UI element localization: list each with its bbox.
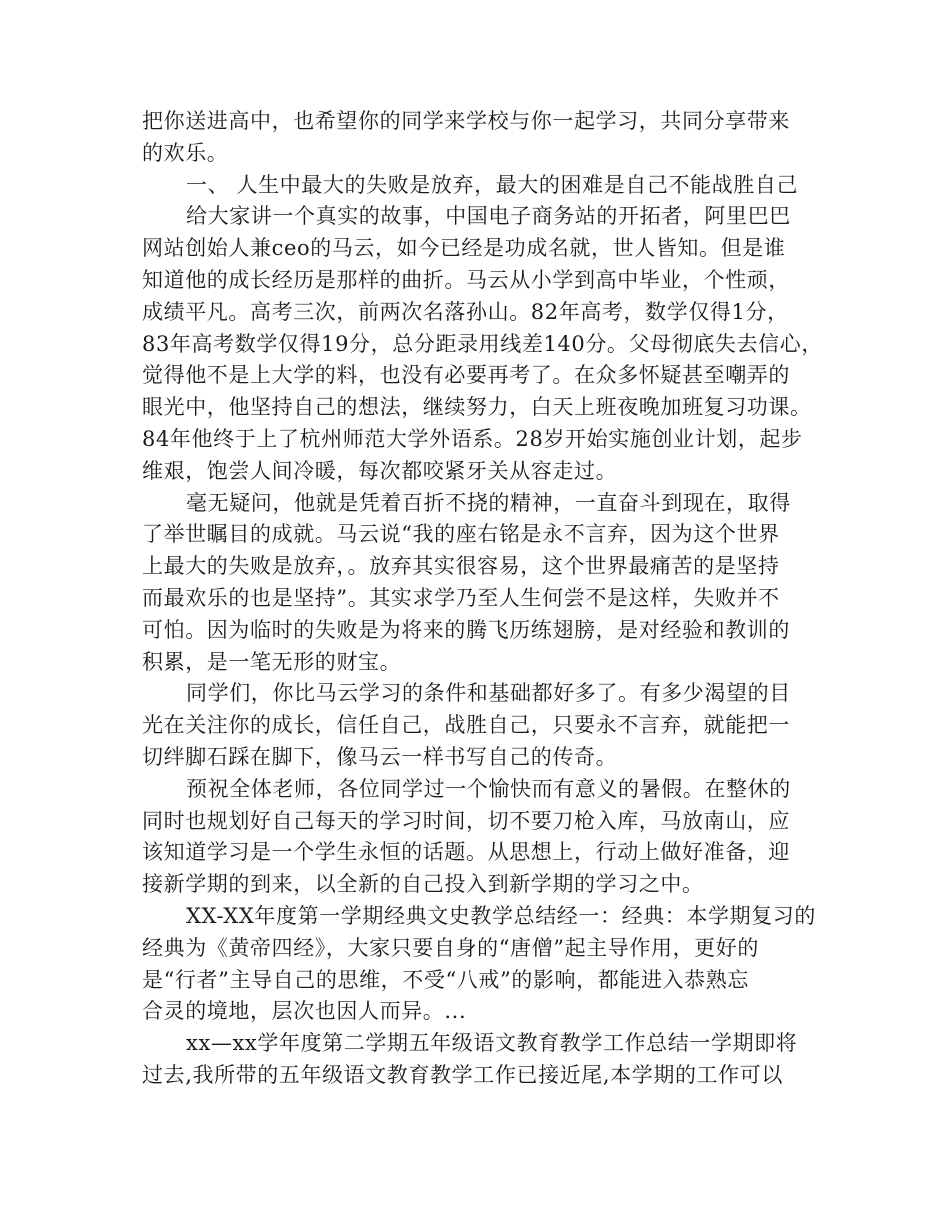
paragraph-first-line: XX-XX年度第一学期经典文史教学总结经一：经典：本学期复习的: [186, 903, 816, 928]
text-line: 切绊脚石踩在脚下，像马云一样书写自己的传奇。: [142, 744, 618, 769]
text-line: 过去,我所带的五年级语文教育教学工作已接近尾,本学期的工作可以: [142, 1062, 783, 1087]
text-line: 经典为《黄帝四经》，大家只要自身的“唐僧”起主导作用，更好的: [142, 935, 759, 960]
text-line: 成绩平凡。高考三次，前两次名落孙山。82年高考，数学仅得1分，: [142, 299, 789, 324]
text-line: 可怕。因为临时的失败是为将来的腾飞历练翅膀，是对经验和教训的: [142, 617, 790, 642]
document-body: [142, 106, 823, 1092]
text-line: 网站创始人兼ceo的马云，如今已经是功成名就，世人皆知。但是谁: [142, 236, 786, 261]
text-line: 同时也规划好自己每天的学习时间，切不要刀枪入库，马放南山，应: [142, 808, 790, 833]
paragraph-first-line: 毫无疑问，他就是凭着百折不挠的精神，一直奋斗到现在，取得: [186, 490, 791, 515]
text-line: 83年高考数学仅得19分，总分距录用线差140分。父母彻底失去信心，: [142, 331, 823, 356]
paragraph-first-line: xx—xx学年度第二学期五年级语文教育教学工作总结一学期即将: [186, 1031, 798, 1056]
text-line: 把你送进高中，也希望你的同学来学校与你一起学习，共同分享带来: [142, 109, 790, 133]
text-line: 积累，是一笔无形的财宝。: [142, 649, 402, 674]
text-line: 了举世瞩目的成就。马云说“我的座右铭是永不言弃，因为这个世界: [142, 522, 780, 547]
text-line: 觉得他不是上大学的料，也没有必要再考了。在众多怀疑甚至嘲弄的: [142, 363, 790, 388]
text-line: 接新学期的到来，以全新的自己投入到新学期的学习之中。: [142, 872, 704, 897]
text-line: 的欢乐。: [142, 140, 229, 165]
paragraph-first-line: 给大家讲一个真实的故事，中国电子商务站的开拓者，阿里巴巴: [186, 204, 791, 229]
paragraph-first-line: 同学们，你比马云学习的条件和基础都好多了。有多少渴望的目: [186, 681, 791, 706]
paragraph-first-line: 一、 人生中最大的失败是放弃，最大的困难是自己不能战胜自己: [186, 172, 799, 197]
text-line: 维艰，饱尝人间冷暖，每次都咬紧牙关从容走过。: [142, 458, 618, 483]
paragraph-first-line: 预祝全体老师，各位同学过一个愉快而有意义的暑假。在整休的: [186, 776, 791, 801]
text-line: 知道他的成长经历是那样的曲折。马云从小学到高中毕业，个性顽，: [142, 267, 790, 292]
text-line: 84年他终于上了杭州师范大学外语系。28岁开始实施创业计划，起步: [142, 426, 803, 451]
text-line: 是“行者”主导自己的思维，不受“八戒”的影响，都能进入恭熟忘: [142, 967, 749, 992]
text-line: 而最欢乐的也是坚持”。其实求学乃至人生何尝不是这样，失败并不: [142, 585, 780, 610]
text-line: 光在关注你的成长，信任自己，战胜自己，只要永不言弃，就能把一: [142, 713, 790, 738]
text-line: 眼光中，他坚持自己的想法，继续努力，白天上班夜晚加班复习功课。: [142, 395, 812, 420]
text-line: 该知道学习是一个学生永恒的话题。从思想上，行动上做好准备，迎: [142, 840, 790, 865]
text-line: 合灵的境地，层次也因人而异。...: [142, 999, 467, 1024]
text-line: 上最大的失败是放弃，。放弃其实很容易，这个世界最痛苦的是坚持: [142, 554, 780, 579]
